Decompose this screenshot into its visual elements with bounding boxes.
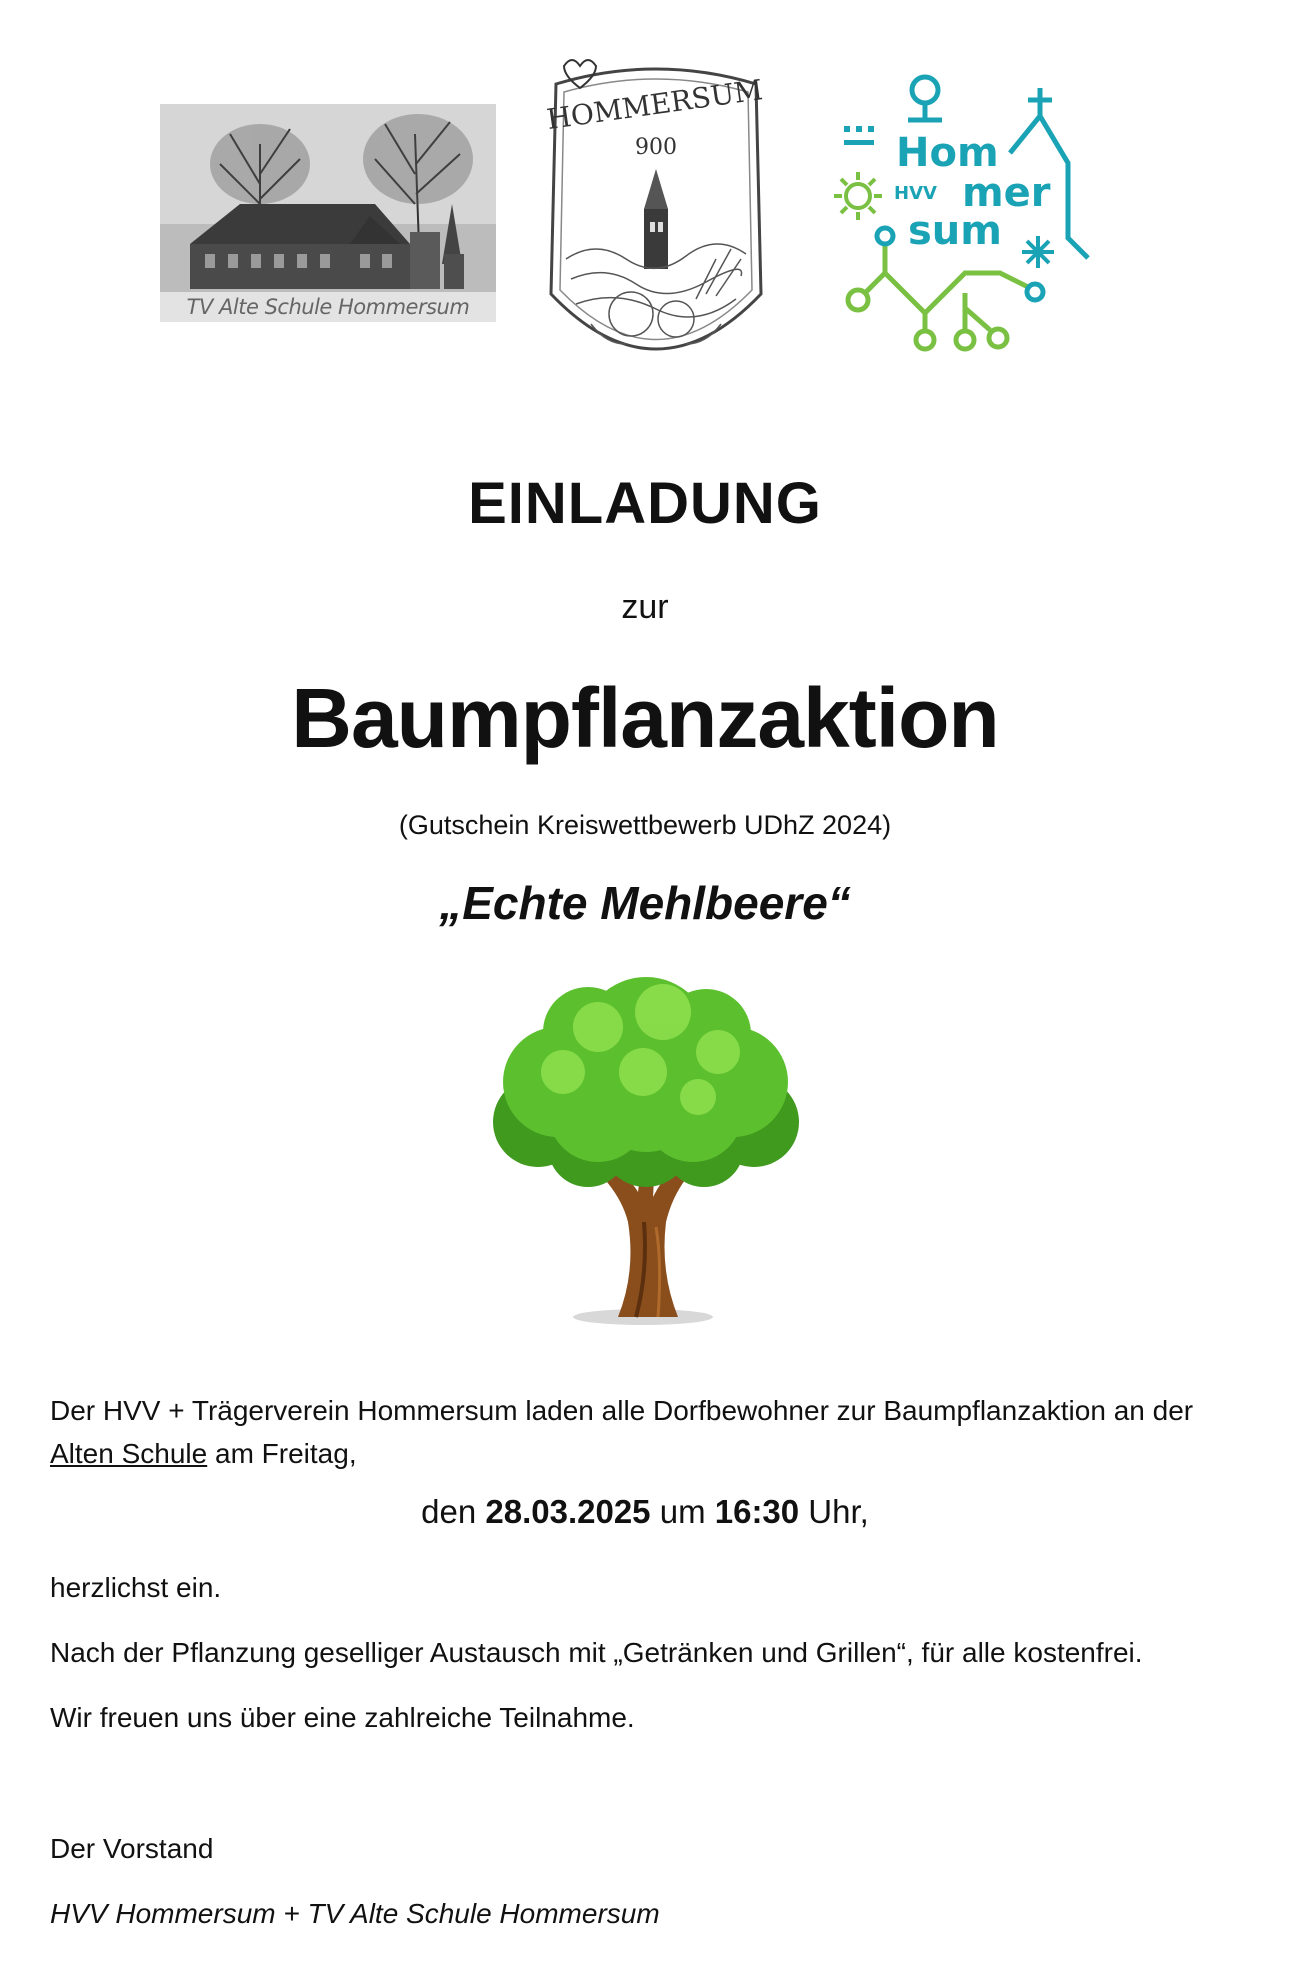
crest-title: HOMMERSUM	[544, 73, 765, 137]
signature-clubs: HVV Hommersum + TV Alte Schule Hommersum	[50, 1898, 660, 1929]
thanks-paragraph: Wir freuen uns über eine zahlreiche Teilnahme.	[50, 1702, 635, 1733]
intro-text-part1: Der HVV + Trägerverein Hommersum laden alle Dorfbewohner zur Baumpflanzaktion an der	[50, 1395, 1194, 1426]
hvv-word-hom: Hom	[896, 130, 999, 176]
date-suffix: Uhr,	[799, 1493, 869, 1530]
hvv-word-mer: mer	[962, 170, 1051, 216]
crest-number: 900	[635, 135, 677, 160]
tree-illustration	[478, 972, 814, 1328]
after-planting-paragraph: Nach der Pflanzung geselliger Austausch mit „Getränken und Grillen“, für alle kostenfrei.	[50, 1637, 1143, 1668]
hvv-hommersum-logo	[830, 68, 1100, 358]
tree-species-title: „Echte Mehlbeere“	[439, 877, 851, 929]
school-caption: TV Alte Schule Hommersum	[160, 292, 496, 322]
signature-board: Der Vorstand	[50, 1833, 214, 1864]
school-building-image	[160, 104, 496, 322]
date-prefix: den	[421, 1493, 486, 1530]
hommersum-crest-logo	[536, 44, 776, 394]
date-line	[0, 1493, 1290, 1531]
date-mid: um	[650, 1493, 715, 1530]
invitation-heading: EINLADUNG	[468, 471, 822, 536]
event-date: 28.03.2025	[485, 1493, 651, 1530]
crest-emblem	[536, 44, 776, 394]
greeting-line: herzlichst ein.	[50, 1572, 222, 1603]
event-time: 16:30	[714, 1493, 800, 1530]
intro-paragraph	[50, 1389, 1250, 1475]
hvv-word-hvv: HVV	[894, 183, 937, 204]
hvv-word-sum: sum	[908, 208, 1002, 254]
event-title: Baumpflanzaktion	[291, 671, 999, 765]
alte-schule-underlined: Alten Schule	[50, 1438, 208, 1469]
alte-schule-photo-logo	[160, 104, 496, 322]
intro-text-part2: am Freitag,	[207, 1438, 357, 1469]
tree-icon	[478, 972, 814, 1328]
voucher-note: (Gutschein Kreiswettbewerb UDhZ 2024)	[398, 810, 892, 840]
preposition-text: zur	[621, 588, 669, 626]
